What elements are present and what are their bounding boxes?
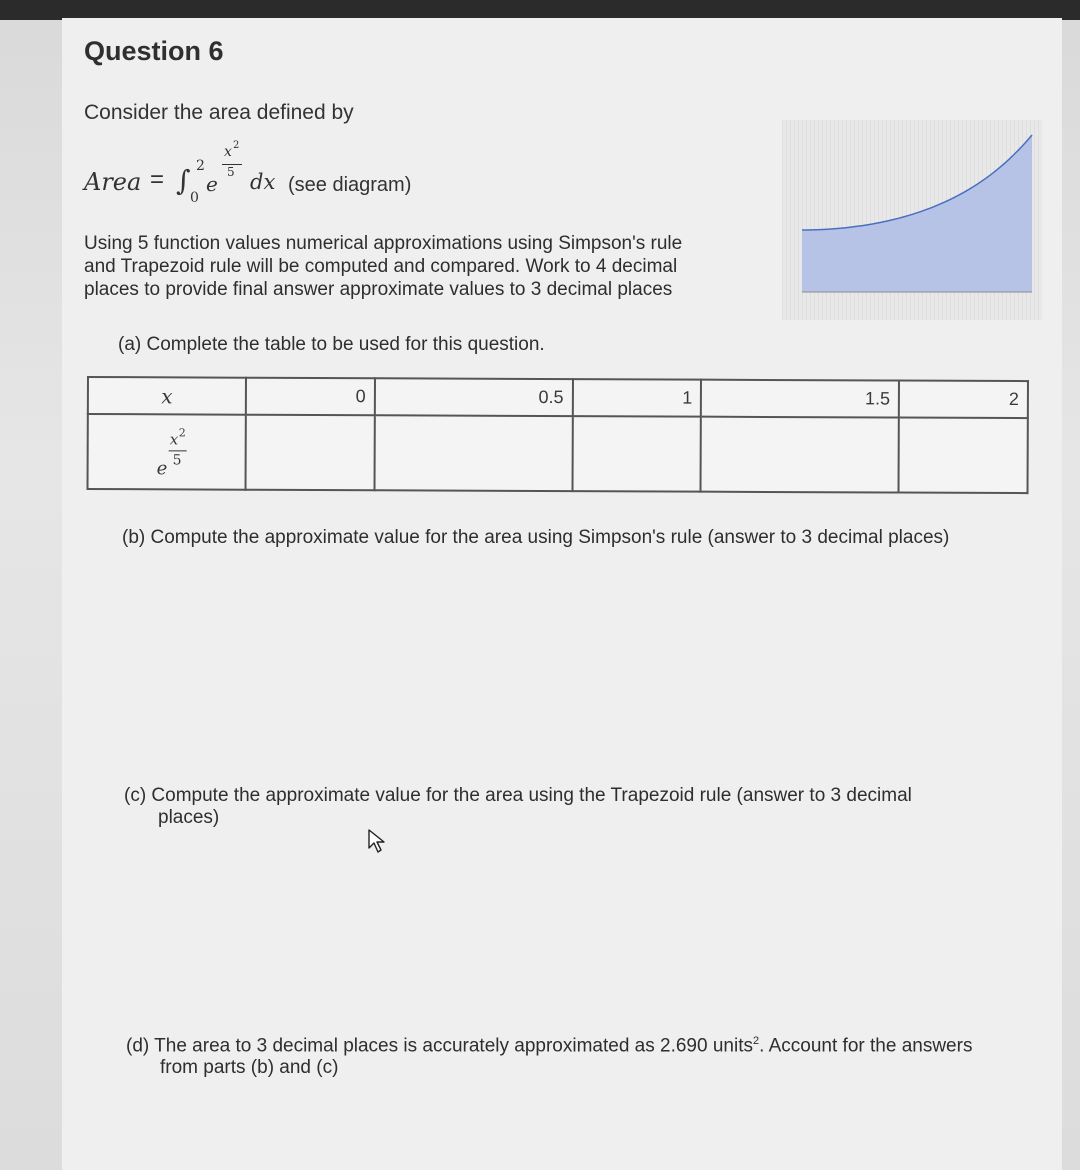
values-table <box>87 376 1029 494</box>
table-row-fx <box>88 414 1028 493</box>
monitor-bezel <box>0 0 1080 20</box>
intro-text: Consider the area defined by <box>84 101 354 124</box>
question-title: Question 6 <box>84 36 224 66</box>
formula-equals: = <box>150 166 165 193</box>
part-d-prompt <box>126 1030 972 1079</box>
x-value-cell: 0 <box>246 378 375 416</box>
exp-denominator: 5 <box>227 165 235 179</box>
fx-row-label <box>88 414 246 489</box>
fx-answer-cell[interactable] <box>572 416 701 491</box>
integral-upper-limit: 2 <box>196 158 205 174</box>
fx-label-power: 2 <box>178 426 186 440</box>
units-superscript: 2 <box>752 1035 760 1047</box>
part-d-text: (d) The area to 3 decimal places is accurately approximated as 2.690 units <box>126 1035 753 1057</box>
fx-label-base: e <box>156 457 168 480</box>
part-c-line: places) <box>158 807 220 828</box>
part-a-prompt: (a) Complete the table to be used for this question. <box>118 334 545 355</box>
area-diagram <box>782 120 1042 320</box>
exp-numerator: x <box>224 144 232 160</box>
formula-note: (see diagram) <box>288 174 412 196</box>
instruction-line: and Trapezoid rule will be computed and compared. Work to 4 decimal <box>84 256 678 277</box>
x-value-cell: 0.5 <box>375 378 573 416</box>
table-row-x <box>88 377 1028 418</box>
fx-label-fraction-bar <box>169 450 187 451</box>
fx-answer-cell[interactable] <box>899 418 1028 493</box>
fx-answer-cell[interactable] <box>701 417 899 493</box>
integral-sign: ∫ <box>176 164 191 197</box>
formula-differential: dx <box>250 170 276 194</box>
integral-lower-limit: 0 <box>190 190 199 206</box>
x-value-cell: 2 <box>899 381 1028 419</box>
exp-power: 2 <box>233 140 240 151</box>
part-c-line: (c) Compute the approximate value for the area using the Trapezoid rule (answer to 3 decimal <box>124 785 912 806</box>
x-row-label: x <box>88 377 246 415</box>
fx-label-numerator: x <box>169 430 179 449</box>
part-d-line: from parts (b) and (c) <box>160 1057 339 1079</box>
x-value-cell: 1.5 <box>701 380 899 418</box>
mouse-pointer-icon <box>367 828 387 854</box>
part-d-line <box>126 1030 972 1057</box>
formula-base-e: e <box>206 172 218 196</box>
part-b-prompt: (b) Compute the approximate value for the area using Simpson's rule (answer to 3 decimal places) <box>122 527 950 548</box>
instruction-line: Using 5 function values numerical approximations using Simpson's rule <box>84 233 683 254</box>
instruction-line: places to provide final answer approximate values to 3 decimal places <box>84 279 673 300</box>
fx-answer-cell[interactable] <box>246 415 375 490</box>
x-value-cell: 1 <box>572 379 701 417</box>
part-c-prompt <box>124 785 912 829</box>
part-d-text-suffix: . Account for the answers <box>759 1035 973 1057</box>
formula-lhs: Area <box>84 168 142 196</box>
instructions-paragraph <box>84 232 744 301</box>
fx-answer-cell[interactable] <box>374 416 572 492</box>
fx-label-denominator: 5 <box>172 452 182 469</box>
